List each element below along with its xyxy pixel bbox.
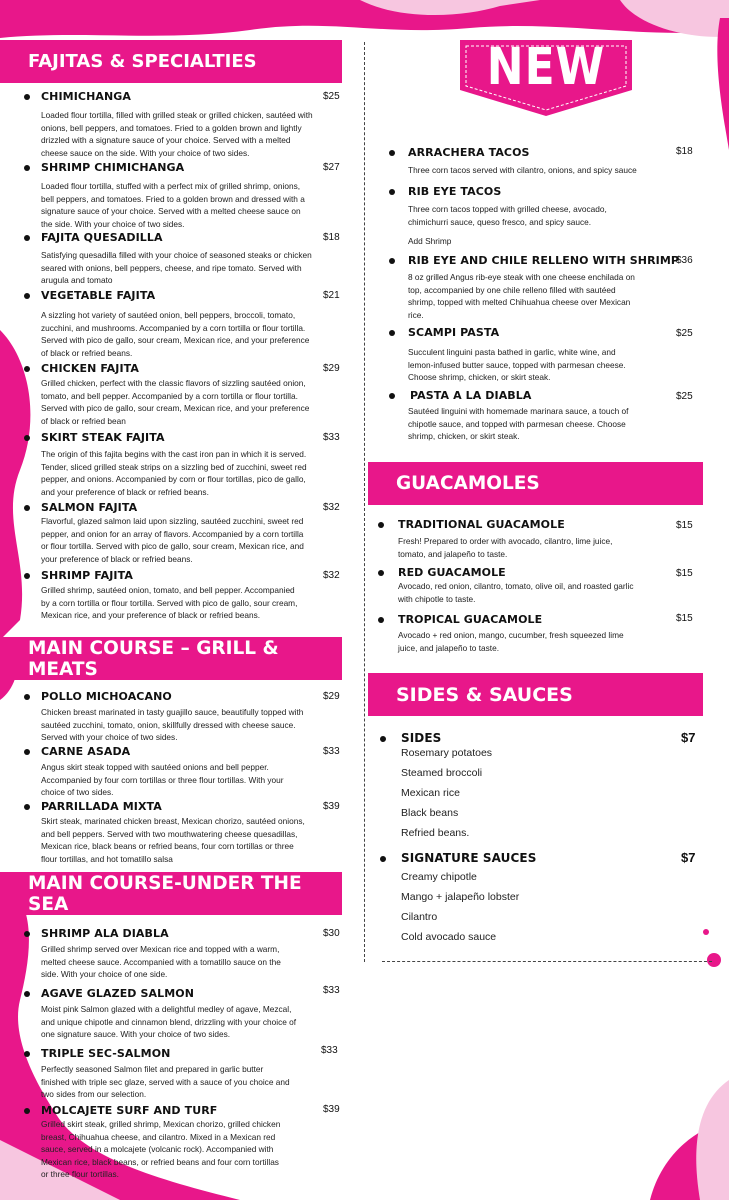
item-name: CARNE ASADA <box>41 745 131 758</box>
item-description: Chicken breast marinated in tasty guajillo sauce, beautifully topped with sautéed zucchini, tomato, onion, skillfully dressed with cheese sauce. Served with your choice of two sides. <box>41 707 304 742</box>
side-line: Refried beans. <box>401 827 470 839</box>
item-name: SHRIMP CHIMICHANGA <box>41 161 185 174</box>
item-name: TRADITIONAL GUACAMOLE <box>398 518 565 531</box>
item-description: Loaded flour tortilla, filled with grilled steak or grilled chicken, sautéed with onions, bell peppers, and tomatoes. Fried to a golden brown and lightly drizzled with a signature sauce of your choice. Served with a melted cheese sauce on the side. With your choice of two sides. <box>41 110 313 158</box>
item-description: Satisfying quesadilla filled with your choice of seasoned steaks or chicken seared with onions, bell peppers, cheese, and ripe tomato. Served with arugula and tomato <box>41 250 312 285</box>
item-description: Succulent linguini pasta bathed in garlic, white wine, and lemon-infused butter sauce, topped with parmesan cheese. Choose shrimp, chicken, or skirt steak. <box>408 347 626 382</box>
item-price: $36 <box>676 255 693 266</box>
side-line: Mexican rice <box>401 787 460 799</box>
add-shrimp-note: Add Shrimp <box>408 236 452 246</box>
item-price: $33 <box>323 985 340 996</box>
item-description: Sautéed linguini with homemade marinara sauce, a touch of chipotle sauce, and topped with parmesan cheese. Choose shrimp, chicken, or skirt steak. <box>408 406 629 441</box>
item-name: PARRILLADA MIXTA <box>41 800 162 813</box>
item-price: $21 <box>323 290 340 301</box>
side-line: Steamed broccoli <box>401 767 483 779</box>
item-description: 8 oz grilled Angus rib-eye steak with one cheese enchilada on top, accompanied by one chile relleno filled with sautéed shrimp, topped with melted Chihuahua cheese over Mexican rice. <box>408 272 635 320</box>
item-name: SHRIMP FAJITA <box>41 569 133 582</box>
item-price: $18 <box>676 146 693 157</box>
sides-group-price: $7 <box>681 730 696 745</box>
item-name: PASTA A LA DIABLA <box>410 389 532 402</box>
item-price: $25 <box>676 328 693 339</box>
item-price: $15 <box>676 520 693 531</box>
sauce-line: Cilantro <box>401 911 438 923</box>
item-name: CHICKEN FAJITA <box>41 362 140 375</box>
sides-group-name: SIDES <box>401 731 442 745</box>
item-price: $27 <box>323 162 340 173</box>
grill-banner <box>0 637 342 680</box>
item-price: $33 <box>323 432 340 443</box>
item-price: $39 <box>323 1104 340 1115</box>
sides-bottom-divider <box>382 961 712 962</box>
item-price: $15 <box>676 568 693 579</box>
item-name: TROPICAL GUACAMOLE <box>398 613 543 626</box>
item-name: SKIRT STEAK FAJITA <box>41 431 165 444</box>
item-name: VEGETABLE FAJITA <box>41 289 156 302</box>
side-line: Rosemary potatoes <box>401 747 493 759</box>
item-description: Three corn tacos topped with grilled cheese, avocado, chimichurri sauce, queso fresco, and spicy sauce. <box>408 204 607 227</box>
item-name: CHIMICHANGA <box>41 90 132 103</box>
sides-title: SIDES & SAUCES <box>396 683 573 706</box>
guac-banner <box>368 462 703 505</box>
item-name: POLLO MICHOACANO <box>41 690 172 703</box>
item-price: $39 <box>323 801 340 812</box>
column-divider <box>364 42 365 962</box>
item-name: AGAVE GLAZED SALMON <box>41 987 195 1000</box>
item-description: A sizzling hot variety of sautéed onion, bell peppers, broccoli, tomato, zucchini, and mushrooms. Accompanied by a corn tortilla or flour tortilla. Served with pico de gallo, sour cream, Mexican rice, and your preference of black or refried beans. <box>41 310 310 358</box>
item-description: Loaded flour tortilla, stuffed with a perfect mix of grilled shrimp, onions, bell peppers, and tomatoes. Fried to a golden brown and dressed with a signature sauce of your choice. Served with a melted cheese sauce on the side. With your choice of two sides. <box>41 181 305 229</box>
item-name: FAJITA QUESADILLA <box>41 231 163 244</box>
item-price: $25 <box>676 391 693 402</box>
item-name: TRIPLE SEC-SALMON <box>41 1047 171 1060</box>
item-description: Avocado + red onion, mango, cucumber, fresh squeezed lime juice, and jalapeño to taste. <box>398 630 624 653</box>
item-description: Skirt steak, marinated chicken breast, Mexican chorizo, sautéed onions, and bell peppers. Served with two mouthwatering cheese quesadillas, Mexican rice, black beans or refried beans, four corn tortillas or three flour tortillas, and hot tomatillo salsa <box>41 816 305 864</box>
grill-title: MAIN COURSE – GRILL & MEATS <box>28 637 279 680</box>
item-name: RIB EYE AND CHILE RELLENO WITH SHRIMP <box>408 254 680 267</box>
fajitas-title: FAJITAS & SPECIALTIES <box>28 51 257 72</box>
item-description: Grilled skirt steak, grilled shrimp, Mexican chorizo, grilled chicken breast, Chihuahua cheese, and cilantro. Mixed in a Mexican red sauce, served in a molcajete (volcanic rock). Accompanied with Mexican rice, black beans, or refried beans and four corn tortillas or three flour tortillas. <box>41 1119 281 1179</box>
item-price: $25 <box>323 91 340 102</box>
sea-banner <box>0 872 342 915</box>
item-description: Grilled shrimp served over Mexican rice and topped with a warm, melted cheese sauce. Accompanied with a tomatillo sauce on the side. With your choice of one side. <box>41 944 281 979</box>
item-description: Three corn tacos served with cilantro, onions, and spicy sauce <box>408 165 637 175</box>
item-price: $15 <box>676 613 693 624</box>
item-price: $29 <box>323 691 340 702</box>
item-description: Flavorful, glazed salmon laid upon sizzling, sautéed zucchini, sweet red pepper, and onion for an array of flavors. Accompanied by a corn tortilla or flour tortilla. Served with pico de gallo, sour cream, Mexican rice, and your preference of black or refried beans. <box>41 516 304 564</box>
item-name: RED GUACAMOLE <box>398 566 506 579</box>
item-description: Fresh! Prepared to order with avocado, cilantro, lime juice, tomato, and jalapeño to taste. <box>398 536 613 559</box>
item-name: MOLCAJETE SURF AND TURF <box>41 1104 218 1117</box>
item-price: $33 <box>323 746 340 757</box>
sauce-line: Creamy chipotle <box>401 871 477 883</box>
sides-banner <box>368 673 703 716</box>
guac-title: GUACAMOLES <box>396 473 540 494</box>
item-description: Moist pink Salmon glazed with a delightful medley of agave, Mezcal, and unique chipotle and cinnamon blend, drizzling with your choice of one signature sauce. With your choice of two sides. <box>41 1004 297 1039</box>
item-description: Perfectly seasoned Salmon filet and prepared in garlic butter finished with triple sec glaze, served with a sauce of you choice and two sides from our selection. <box>41 1064 290 1099</box>
item-name: SHRIMP ALA DIABLA <box>41 927 169 940</box>
item-name: SALMON FAJITA <box>41 501 138 514</box>
item-name: SCAMPI PASTA <box>408 326 500 339</box>
sauces-group-name: SIGNATURE SAUCES <box>401 851 537 865</box>
sauce-line: Cold avocado sauce <box>401 931 497 943</box>
item-description: Grilled chicken, perfect with the classic flavors of sizzling sautéed onion, tomato, and bell pepper. Accompanied by a corn tortilla or flour tortilla. Served with pico de gallo, sour cream, Mexican rice, and your preference of black or refried bean <box>41 378 310 426</box>
new-badge-label: NEW <box>486 38 606 97</box>
item-description: Avocado, red onion, cilantro, tomato, olive oil, and roasted garlic with chipotle to taste. <box>398 581 634 604</box>
sauce-line: Mango + jalapeño lobster <box>401 891 520 903</box>
item-price: $32 <box>323 570 340 581</box>
fajitas-banner <box>0 40 342 83</box>
item-description: Grilled shrimp, sautéed onion, tomato, and bell pepper. Accompanied by a corn tortilla or flour tortilla. Served with pico de gallo, sour cream, Mexican rice, and your preference of black or refried beans. <box>41 585 298 620</box>
item-price: $30 <box>323 928 340 939</box>
sea-title: MAIN COURSE-UNDER THE SEA <box>28 872 302 915</box>
item-name: RIB EYE TACOS <box>408 185 502 198</box>
item-price: $29 <box>323 363 340 374</box>
item-price: $32 <box>323 502 340 513</box>
side-line: Black beans <box>401 807 459 819</box>
item-price: $33 <box>321 1045 338 1056</box>
item-description: The origin of this fajita begins with the cast iron pan in which it is served. Tender, sliced grilled steak strips on a sizzling bed of zucchini, sweet red pepper, and onions. Accompanied by corn or flour tortillas, pico de gallo, and your preference of black or refried beans. <box>41 449 307 497</box>
item-name: ARRACHERA TACOS <box>408 146 530 159</box>
item-description: Angus skirt steak topped with sautéed onions and bell pepper. Accompanied by four corn tortillas or three flour tortillas. With your choice of two sides. <box>41 762 284 797</box>
sauces-group-price: $7 <box>681 850 696 865</box>
item-price: $18 <box>323 232 340 243</box>
